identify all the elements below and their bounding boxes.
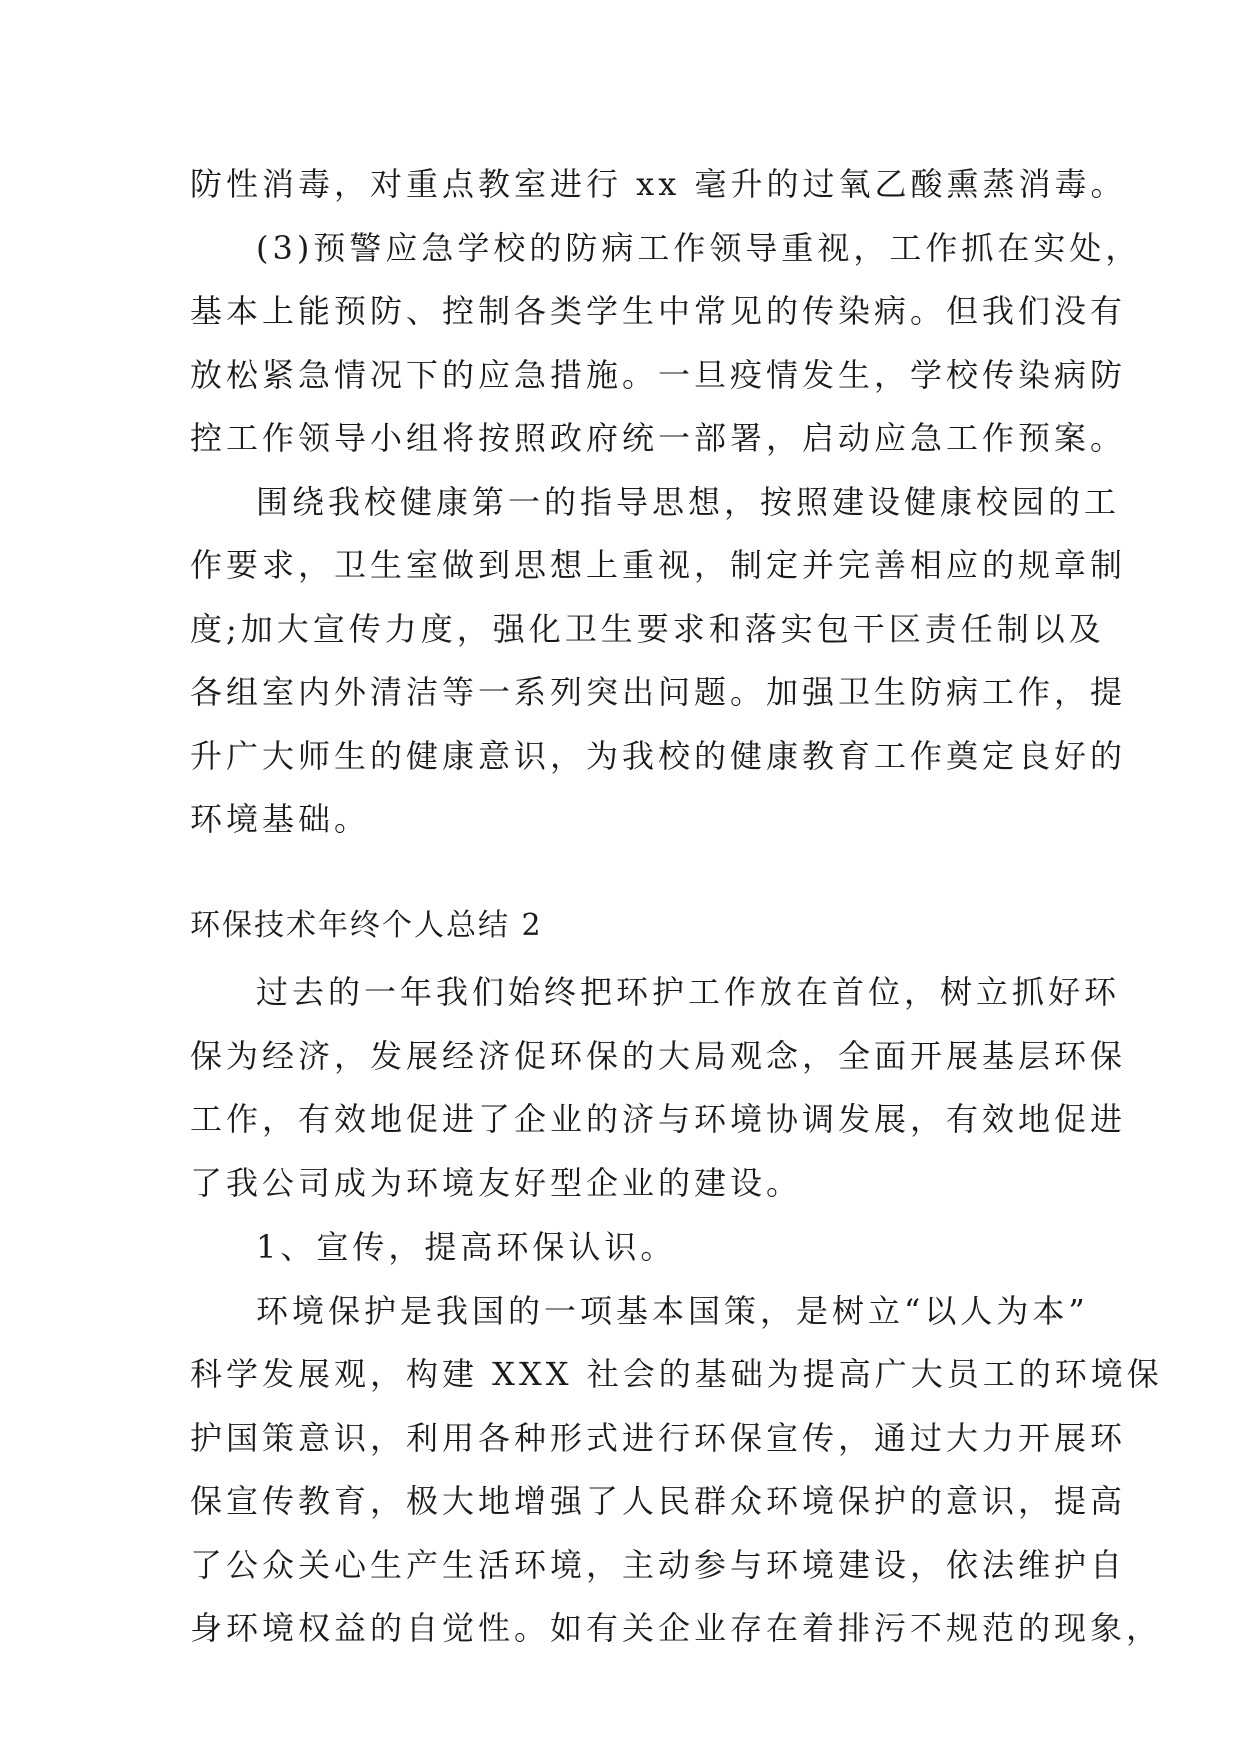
paragraph-line: 环境保护是我国的一项基本国策，是树立“以人为本” — [256, 1292, 1089, 1330]
paragraph-line: 科学发展观，构建 XXX 社会的基础为提高广大员工的环境保 — [190, 1355, 1163, 1393]
paragraph-line: 升广大师生的健康意识，为我校的健康教育工作奠定良好的 — [190, 737, 1127, 775]
paragraph-line: 基本上能预防、控制各类学生中常见的传染病。但我们没有 — [190, 292, 1127, 330]
paragraph-line: 1、宣传，提高环保认识。 — [256, 1228, 677, 1266]
paragraph-line: 环境基础。 — [190, 800, 371, 838]
paragraph-line: 保为经济，发展经济促环保的大局观念，全面开展基层环保 — [190, 1037, 1127, 1075]
section-title: 环保技术年终个人总结 2 — [190, 908, 543, 943]
paragraph-line: 度;加大宣传力度，强化卫生要求和落实包干区责任制以及 — [190, 610, 1105, 648]
paragraph-line: 了我公司成为环境友好型企业的建设。 — [190, 1164, 803, 1202]
paragraph-line: 放松紧急情况下的应急措施。一旦疫情发生，学校传染病防 — [190, 356, 1127, 394]
paragraph-line: 保宣传教育，极大地增强了人民群众环境保护的意识，提高 — [190, 1482, 1127, 1520]
paragraph-line: 过去的一年我们始终把环护工作放在首位，树立抓好环 — [256, 973, 1121, 1011]
paragraph-line: 围绕我校健康第一的指导思想，按照建设健康校园的工 — [256, 483, 1121, 521]
paragraph-line: 作要求，卫生室做到思想上重视，制定并完善相应的规章制 — [190, 546, 1127, 584]
paragraph-line: 身环境权益的自觉性。如有关企业存在着排污不规范的现象， — [190, 1609, 1163, 1647]
paragraph-line: 了公众关心生产生活环境，主动参与环境建设，依法维护自 — [190, 1546, 1127, 1584]
paragraph-line: 护国策意识，利用各种形式进行环保宣传，通过大力开展环 — [190, 1419, 1127, 1457]
paragraph-line: 防性消毒，对重点教室进行 xx 毫升的过氧乙酸熏蒸消毒。 — [190, 165, 1127, 203]
paragraph-line: 工作，有效地促进了企业的济与环境协调发展，有效地促进 — [190, 1100, 1127, 1138]
paragraph-line: 各组室内外清洁等一系列突出问题。加强卫生防病工作，提 — [190, 673, 1127, 711]
paragraph-line: (3)预警应急学校的防病工作领导重视，工作抓在实处， — [256, 229, 1142, 267]
paragraph-line: 控工作领导小组将按照政府统一部署，启动应急工作预案。 — [190, 419, 1127, 457]
